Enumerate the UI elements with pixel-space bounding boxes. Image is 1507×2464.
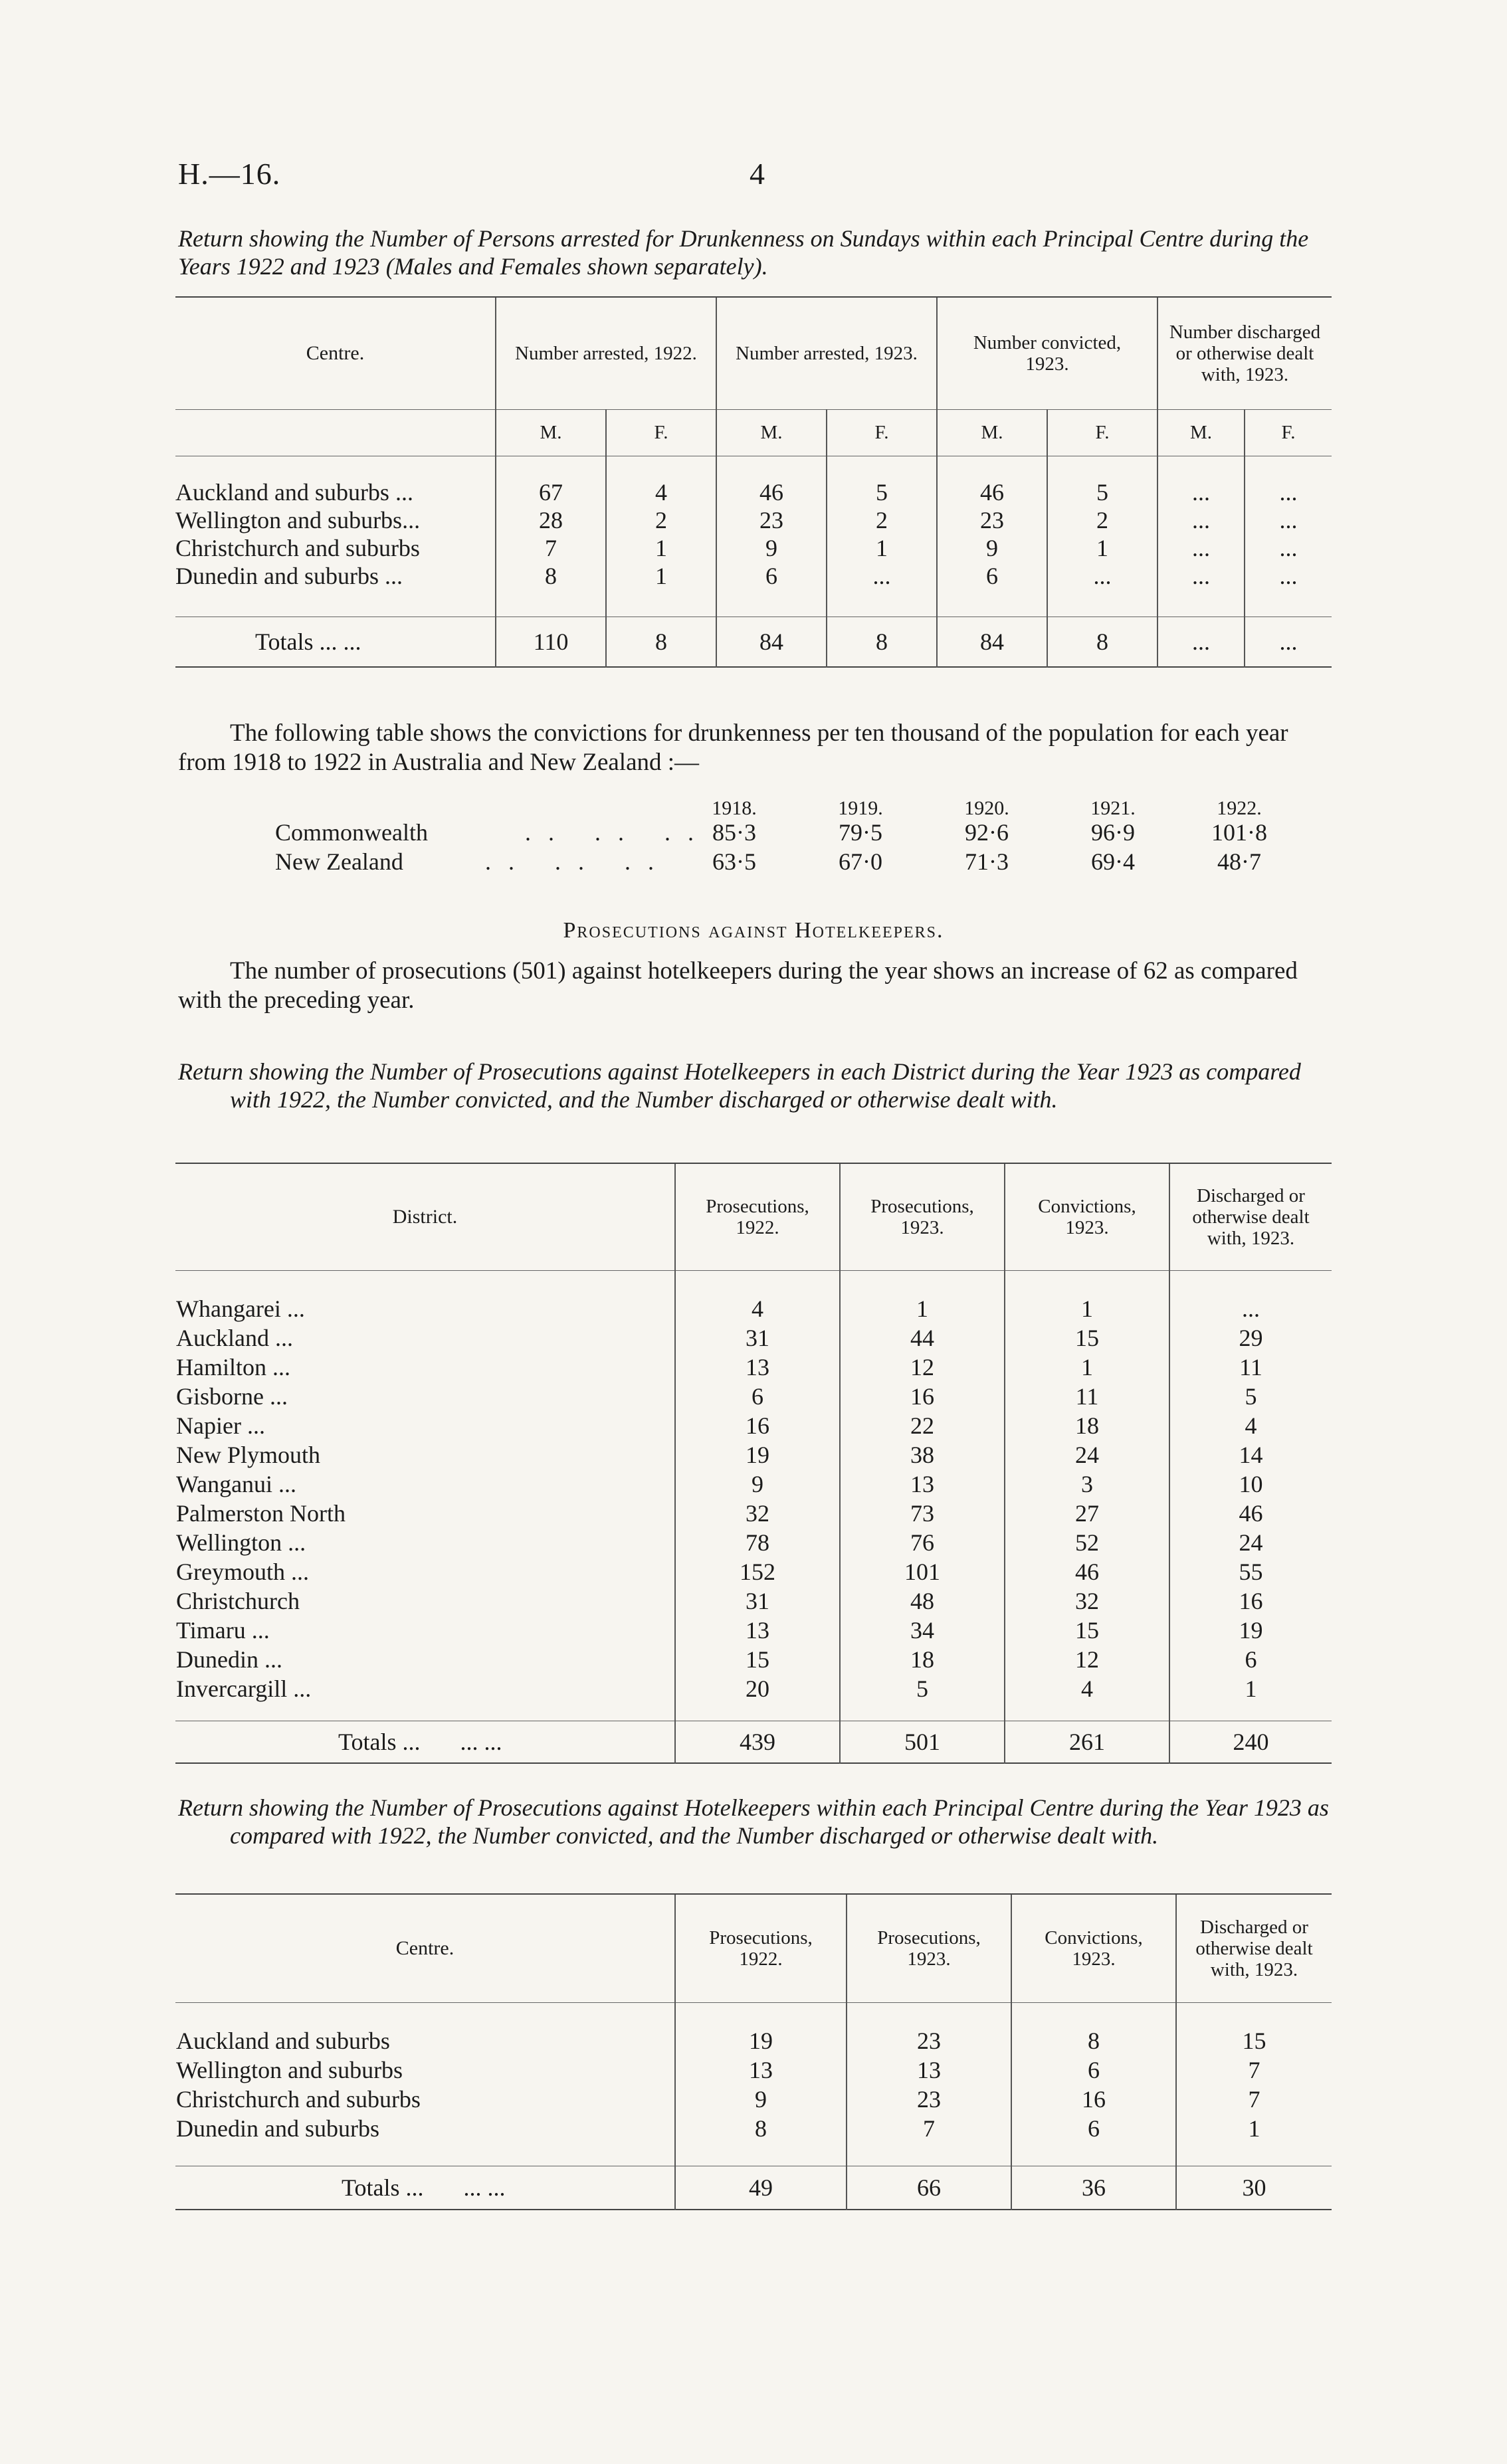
- row-label: Whangarei ...: [176, 1295, 305, 1322]
- row-label: Wanganui ...: [176, 1471, 297, 1497]
- row-label: Invercargill ...: [176, 1675, 312, 1702]
- cell: 46: [937, 478, 1047, 506]
- cell: ...: [1245, 534, 1332, 562]
- cell: ...: [1169, 1294, 1332, 1323]
- row-name: [175, 2085, 674, 2114]
- cell: 23: [847, 2085, 1011, 2114]
- cell: 12: [840, 1353, 1005, 1382]
- cell: 8: [1047, 616, 1157, 667]
- cell: 1: [827, 534, 937, 562]
- col-prosecutions-1923: Prosecutions, 1923.: [847, 1895, 1011, 2002]
- col-convictions-1923: Convictions, 1923.: [1005, 1164, 1169, 1270]
- centre-table-caption: Return showing the Number of Prosecutions against Hotelkeepers within each Principal Centre during the Year 1923 as compared with 1922, the Number convicted, and the Number discharged or otherwise dealt with.: [178, 1794, 1329, 1849]
- cell: 5: [840, 1674, 1005, 1703]
- cell: 439: [675, 1721, 840, 1763]
- cell: 8: [827, 616, 937, 667]
- sub-m: M.: [937, 409, 1047, 456]
- year-label: 1919.: [838, 797, 883, 819]
- cell: 49: [675, 2166, 847, 2210]
- row-name: Wellington and suburbs...: [175, 507, 421, 533]
- cell: 9: [675, 1469, 840, 1499]
- table-row: [175, 1499, 1332, 1528]
- cell: 32: [1005, 1586, 1169, 1616]
- table-row: [175, 2055, 1332, 2085]
- cell: 9: [675, 2085, 847, 2114]
- row-label: Palmerston North: [176, 1500, 346, 1527]
- cell: 8: [496, 562, 606, 590]
- row-name: [175, 1586, 674, 1616]
- cell: 52: [1005, 1528, 1169, 1557]
- totals-row: [175, 1721, 1332, 1763]
- table-row: [175, 1616, 1332, 1645]
- cell: 92·6: [965, 819, 1009, 846]
- cell: 31: [675, 1586, 840, 1616]
- cell: 1: [1047, 534, 1157, 562]
- row-name: [175, 1382, 674, 1411]
- row-name: [175, 1645, 674, 1674]
- cell: ...: [827, 562, 937, 590]
- sub-f: F.: [827, 409, 937, 456]
- cell: 19: [1169, 1616, 1332, 1645]
- cell: 14: [1169, 1440, 1332, 1469]
- cell: 6: [1011, 2055, 1176, 2085]
- cell: ...: [1245, 478, 1332, 506]
- cell: 13: [675, 1616, 840, 1645]
- row-name: [175, 1674, 674, 1703]
- cell: 19: [675, 1440, 840, 1469]
- cell: 1: [1005, 1353, 1169, 1382]
- cell: 6: [1011, 2114, 1176, 2143]
- cell: 46: [1169, 1499, 1332, 1528]
- col-prosecutions-1923: Prosecutions, 1923.: [840, 1164, 1005, 1270]
- cell: 84: [937, 616, 1047, 667]
- cell: 18: [840, 1645, 1005, 1674]
- cell: 13: [847, 2055, 1011, 2085]
- cell: 152: [675, 1557, 840, 1586]
- cell: 16: [1169, 1586, 1332, 1616]
- row-label: Auckland ...: [176, 1325, 293, 1351]
- cell: 76: [840, 1528, 1005, 1557]
- district-table: [175, 1164, 1332, 1764]
- year-label: 1922.: [1217, 797, 1262, 819]
- cell: 13: [675, 2055, 847, 2085]
- prosecutions-paragraph: The number of prosecutions (501) against hotelkeepers during the year shows an increase of 62 as compared with the preceding year.: [178, 957, 1298, 1014]
- table-row: [175, 1440, 1332, 1469]
- cell: 4: [606, 478, 716, 506]
- cell: 46: [716, 478, 827, 506]
- totals-row: [175, 2166, 1332, 2210]
- cell: 16: [840, 1382, 1005, 1411]
- cell: 4: [1169, 1411, 1332, 1440]
- cell: 261: [1005, 1721, 1169, 1763]
- cell: 2: [827, 506, 937, 534]
- cell: 30: [1176, 2166, 1332, 2210]
- leader-dots: .. .. ..: [525, 819, 711, 846]
- year-label: 1921.: [1090, 797, 1136, 819]
- table-row: [175, 2085, 1332, 2114]
- cell: ...: [1157, 478, 1245, 506]
- cell: 46: [1005, 1557, 1169, 1586]
- cell: 71·3: [965, 848, 1009, 875]
- row-name: [175, 1616, 674, 1645]
- cell: 48·7: [1217, 848, 1261, 875]
- row-name: [175, 1353, 674, 1382]
- cell: 9: [937, 534, 1047, 562]
- cell: 6: [937, 562, 1047, 590]
- cell: 63·5: [712, 848, 756, 875]
- sub-m: M.: [496, 409, 606, 456]
- cell: 67·0: [839, 848, 882, 875]
- row-name: [175, 1499, 674, 1528]
- row-label: Christchurch and suburbs: [176, 2086, 421, 2113]
- new-zealand-label: New Zealand: [275, 848, 403, 875]
- commonwealth-label: Commonwealth: [275, 819, 428, 846]
- row-label: Wellington ...: [176, 1529, 306, 1556]
- row-label: Timaru ...: [176, 1617, 270, 1644]
- cell: 34: [840, 1616, 1005, 1645]
- cell: 5: [1169, 1382, 1332, 1411]
- cell: 13: [840, 1469, 1005, 1499]
- row-name: [175, 1440, 674, 1469]
- cell: 69·4: [1091, 848, 1135, 875]
- cell: 10: [1169, 1469, 1332, 1499]
- table-row: [175, 1294, 1332, 1323]
- totals-label: Totals ... ... ...: [338, 1728, 502, 1755]
- row-label: Gisborne ...: [176, 1383, 288, 1410]
- cell: 8: [675, 2114, 847, 2143]
- row-name: [175, 2055, 674, 2085]
- row-label: Dunedin and suburbs: [176, 2115, 379, 2142]
- table-row: [175, 478, 1332, 506]
- col-group-discharged-1923: Number discharged or otherwise dealt with, 1923.: [1157, 298, 1332, 409]
- centre-table: [175, 1895, 1332, 2210]
- drunk-table-caption: Return showing the Number of Persons arrested for Drunkenness on Sundays within each Principal Centre during the Years 1922 and 1923 (Males and Females shown separately).: [178, 225, 1309, 280]
- cell: 11: [1005, 1382, 1169, 1411]
- year-label: 1918.: [712, 797, 757, 819]
- cell: 7: [847, 2114, 1011, 2143]
- table-row: [175, 1411, 1332, 1440]
- cell: 2: [1047, 506, 1157, 534]
- cell: 15: [675, 1645, 840, 1674]
- cell: 9: [716, 534, 827, 562]
- sub-f: F.: [606, 409, 716, 456]
- cell: 67: [496, 478, 606, 506]
- cell: 1: [840, 1294, 1005, 1323]
- cell: ...: [1245, 562, 1332, 590]
- row-name: [175, 1557, 674, 1586]
- cell: 3: [1005, 1469, 1169, 1499]
- sub-f: F.: [1047, 409, 1157, 456]
- cell: 6: [1169, 1645, 1332, 1674]
- cell: 110: [496, 616, 606, 667]
- district-table-caption: Return showing the Number of Prosecutions against Hotelkeepers in each District during the Year 1923 as compared with 1922, the Number convicted, and the Number discharged or otherwise dealt with.: [178, 1058, 1301, 1113]
- row-name: [175, 1469, 674, 1499]
- row-label: Dunedin ...: [176, 1646, 282, 1673]
- cell: 15: [1005, 1616, 1169, 1645]
- cell: 11: [1169, 1353, 1332, 1382]
- cell: 2: [606, 506, 716, 534]
- cell: 24: [1005, 1440, 1169, 1469]
- cell: 23: [716, 506, 827, 534]
- cell: 101·8: [1211, 819, 1267, 846]
- cell: ...: [1157, 506, 1245, 534]
- cell: 5: [1047, 478, 1157, 506]
- table-row: [175, 506, 1332, 534]
- section-heading: Prosecutions against Hotelkeepers.: [563, 918, 944, 943]
- cell: ...: [1157, 562, 1245, 590]
- cell: 15: [1005, 1323, 1169, 1353]
- col-prosecutions-1922: Prosecutions, 1922.: [675, 1895, 847, 2002]
- years-header: [671, 797, 1309, 820]
- cell: 7: [496, 534, 606, 562]
- row-name: Dunedin and suburbs ...: [175, 563, 403, 589]
- cell: 1: [1169, 1674, 1332, 1703]
- sub-f: F.: [1245, 409, 1332, 456]
- col-group-convicted-1923: Number convicted, 1923.: [937, 298, 1157, 409]
- totals-label: Totals ... ... ...: [342, 2174, 506, 2201]
- cell: 1: [606, 562, 716, 590]
- totals-label: Totals ... ...: [255, 628, 361, 655]
- row-name: [175, 1323, 674, 1353]
- row-label: New Plymouth: [176, 1442, 321, 1468]
- cell: 4: [1005, 1674, 1169, 1703]
- row-name: [175, 1411, 674, 1440]
- sub-m: M.: [1157, 409, 1245, 456]
- drunkenness-table: [175, 298, 1332, 668]
- page-number: 4: [750, 157, 765, 191]
- table-row: [175, 2026, 1332, 2055]
- cell: 7: [1176, 2085, 1332, 2114]
- row-label: Auckland and suburbs: [176, 2028, 390, 2054]
- cell: 1: [1176, 2114, 1332, 2143]
- cell: 19: [675, 2026, 847, 2055]
- col-discharged-1923: Discharged or otherwise dealt with, 1923.: [1169, 1164, 1332, 1270]
- row-name: [175, 2026, 674, 2055]
- cell: 5: [827, 478, 937, 506]
- cell: 44: [840, 1323, 1005, 1353]
- cell: 8: [606, 616, 716, 667]
- cell: ...: [1157, 616, 1245, 667]
- table-row: [175, 534, 1332, 562]
- cell: 4: [675, 1294, 840, 1323]
- cell: 48: [840, 1586, 1005, 1616]
- row-label: Christchurch: [176, 1588, 300, 1614]
- sub-m: M.: [716, 409, 827, 456]
- cell: 16: [675, 1411, 840, 1440]
- col-group-arrested-1922: Number arrested, 1922.: [496, 298, 716, 409]
- cell: ...: [1157, 534, 1245, 562]
- cell: 1: [606, 534, 716, 562]
- col-convictions-1923: Convictions, 1923.: [1011, 1895, 1176, 2002]
- new-zealand-row: [671, 848, 1309, 876]
- cell: 1: [1005, 1294, 1169, 1323]
- table-row: [175, 2114, 1332, 2143]
- cell: 27: [1005, 1499, 1169, 1528]
- col-prosecutions-1922: Prosecutions, 1922.: [675, 1164, 840, 1270]
- cell: 20: [675, 1674, 840, 1703]
- cell: 38: [840, 1440, 1005, 1469]
- table-row: [175, 1645, 1332, 1674]
- cell: 29: [1169, 1323, 1332, 1353]
- col-centre: Centre.: [395, 1937, 454, 1959]
- table-row: [175, 1382, 1332, 1411]
- cell: 16: [1011, 2085, 1176, 2114]
- year-label: 1920.: [964, 797, 1009, 819]
- cell: 79·5: [839, 819, 882, 846]
- row-label: Greymouth ...: [176, 1559, 309, 1585]
- cell: 15: [1176, 2026, 1332, 2055]
- row-name: [175, 2114, 674, 2143]
- convictions-paragraph: The following table shows the convictions for drunkenness per ten thousand of the population for each year from 1918 to 1922 in Australia and New Zealand :—: [178, 719, 1288, 776]
- cell: 23: [847, 2026, 1011, 2055]
- table-row: [175, 1528, 1332, 1557]
- totals-row: [175, 616, 1332, 667]
- row-name: [175, 1528, 674, 1557]
- table-row: [175, 1674, 1332, 1703]
- cell: 12: [1005, 1645, 1169, 1674]
- cell: 96·9: [1091, 819, 1135, 846]
- table-row: [175, 1586, 1332, 1616]
- cell: 85·3: [712, 819, 756, 846]
- cell: 501: [840, 1721, 1005, 1763]
- report-code: H.—16.: [178, 157, 281, 191]
- table-row: [175, 1323, 1332, 1353]
- cell: 28: [496, 506, 606, 534]
- row-name: [175, 1294, 674, 1323]
- cell: ...: [1245, 506, 1332, 534]
- cell: 73: [840, 1499, 1005, 1528]
- cell: 66: [847, 2166, 1011, 2210]
- cell: ...: [1245, 616, 1332, 667]
- table-row: [175, 1469, 1332, 1499]
- row-name: Christchurch and suburbs: [175, 535, 420, 561]
- col-district: District.: [392, 1205, 458, 1228]
- cell: 101: [840, 1557, 1005, 1586]
- cell: 8: [1011, 2026, 1176, 2055]
- cell: 18: [1005, 1411, 1169, 1440]
- cell: 240: [1169, 1721, 1332, 1763]
- cell: 6: [675, 1382, 840, 1411]
- row-label: Hamilton ...: [176, 1354, 290, 1380]
- cell: 32: [675, 1499, 840, 1528]
- col-centre: Centre.: [306, 341, 365, 364]
- cell: 22: [840, 1411, 1005, 1440]
- cell: ...: [1047, 562, 1157, 590]
- commonwealth-row: [671, 818, 1309, 846]
- col-group-arrested-1923: Number arrested, 1923.: [716, 298, 937, 409]
- table-row: [175, 1557, 1332, 1586]
- cell: 23: [937, 506, 1047, 534]
- table-row: [175, 1353, 1332, 1382]
- cell: 31: [675, 1323, 840, 1353]
- cell: 6: [716, 562, 827, 590]
- cell: 55: [1169, 1557, 1332, 1586]
- table-row: [175, 562, 1332, 590]
- col-discharged-1923: Discharged or otherwise dealt with, 1923.: [1176, 1895, 1332, 2002]
- cell: 84: [716, 616, 827, 667]
- cell: 7: [1176, 2055, 1332, 2085]
- row-name: Auckland and suburbs ...: [175, 479, 413, 506]
- cell: 78: [675, 1528, 840, 1557]
- leader-dots: .. .. ..: [485, 848, 671, 875]
- row-label: Wellington and suburbs: [176, 2057, 403, 2083]
- cell: 13: [675, 1353, 840, 1382]
- cell: 24: [1169, 1528, 1332, 1557]
- cell: 36: [1011, 2166, 1176, 2210]
- row-label: Napier ...: [176, 1412, 265, 1439]
